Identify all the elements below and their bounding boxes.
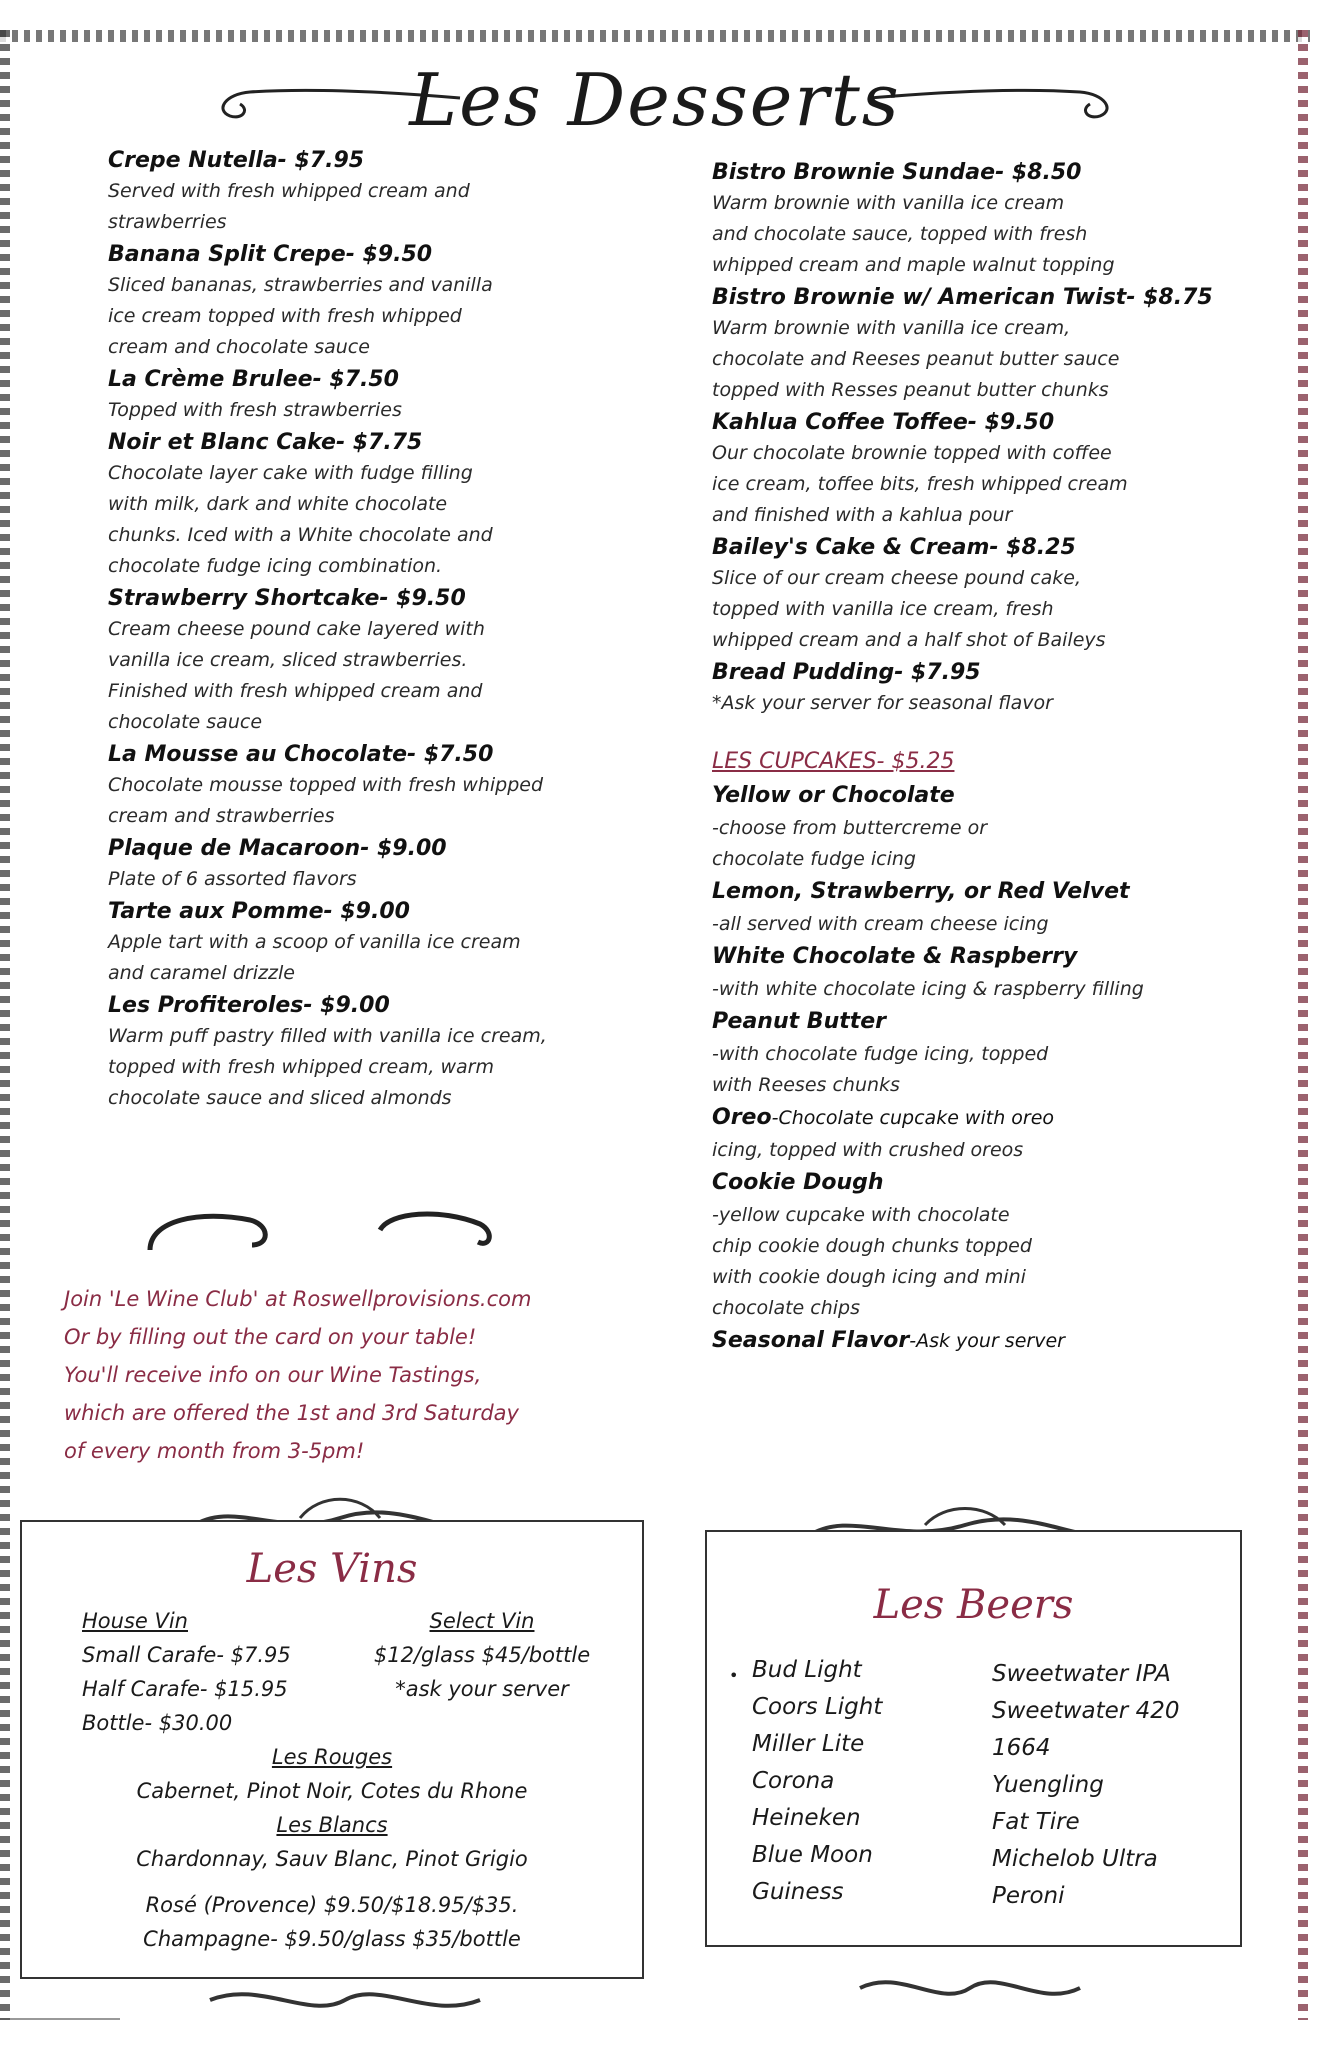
house-vin-bottle: Bottle- $30.00 (82, 1711, 233, 1735)
cupcake-name-row (712, 875, 1282, 909)
cupcakes-heading: LES CUPCAKES- $5.25 (712, 749, 955, 774)
cupcake-description: chocolate chips (712, 1297, 861, 1319)
dessert-description: Apple tart with a scoop of vanilla ice cream (108, 931, 521, 953)
dessert-description: and caramel drizzle (108, 962, 295, 984)
border-right (1298, 30, 1308, 2020)
wine-club-line: You'll receive info on our Wine Tastings, (64, 1363, 482, 1387)
dessert-description: chocolate sauce (108, 711, 263, 733)
vins-title: Les Vins (246, 1546, 418, 1592)
dessert-description: chocolate sauce and sliced almonds (108, 1087, 452, 1109)
dessert-name: Bistro Brownie Sundae- $8.50 (712, 160, 1082, 185)
cupcake-name: Seasonal Flavor (712, 1328, 910, 1353)
cupcake-name: Lemon, Strawberry, or Red Velvet (712, 879, 1130, 904)
dessert-name: Bread Pudding- $7.95 (712, 660, 981, 685)
dessert-description: and chocolate sauce, topped with fresh (712, 223, 1088, 245)
dessert-description: strawberries (108, 211, 227, 233)
dessert-item (712, 658, 1282, 719)
dessert-description: *Ask your server for seasonal flavor (712, 692, 1053, 714)
champagne-price: Champagne- $9.50/glass $35/bottle (143, 1927, 521, 1951)
beer-item: Heineken (752, 1805, 861, 1831)
cupcake-description: -yellow cupcake with chocolate (712, 1204, 1010, 1226)
rose-price: Rosé (Provence) $9.50/$18.95/$35. (145, 1893, 519, 1917)
dessert-name: Bailey's Cake & Cream- $8.25 (712, 535, 1076, 560)
cupcake-inline-desc: -Chocolate cupcake with oreo (771, 1107, 1055, 1129)
dessert-description: cream and strawberries (108, 805, 335, 827)
beer-item: Coors Light (752, 1694, 883, 1720)
cupcake-description: -all served with cream cheese icing (712, 913, 1049, 935)
dessert-description: ice cream topped with fresh whipped (108, 305, 462, 327)
border-bottom (0, 2018, 120, 2020)
dessert-name: Bistro Brownie w/ American Twist- $8.75 (712, 285, 1213, 310)
beer-item: Sweetwater IPA (992, 1661, 1171, 1687)
dessert-item (712, 283, 1282, 406)
dessert-name: Strawberry Shortcake- $9.50 (108, 586, 466, 611)
dessert-item (108, 584, 668, 738)
cupcake-description: icing, topped with crushed oreos (712, 1139, 1024, 1161)
dessert-description: vanilla ice cream, sliced strawberries. (108, 649, 468, 671)
dessert-item (108, 897, 668, 989)
cupcake-description: with Reeses chunks (712, 1074, 900, 1096)
beer-item: Peroni (992, 1883, 1065, 1909)
dessert-name: Kahlua Coffee Toffee- $9.50 (712, 410, 1055, 435)
rouges-heading: Les Rouges (271, 1745, 393, 1769)
dessert-description: Slice of our cream cheese pound cake, (712, 567, 1081, 589)
cupcake-name-row (712, 1005, 1282, 1039)
dessert-description: Finished with fresh whipped cream and (108, 680, 483, 702)
dessert-description: Warm brownie with vanilla ice cream (712, 192, 1065, 214)
wine-club-line: which are offered the 1st and 3rd Saturday (64, 1401, 519, 1425)
dessert-item (108, 834, 668, 895)
wine-club-promo (64, 1280, 684, 1470)
house-vin-half: Half Carafe- $15.95 (82, 1677, 288, 1701)
dessert-name: Banana Split Crepe- $9.50 (108, 242, 433, 267)
cupcake-description: chip cookie dough chunks topped (712, 1235, 1032, 1257)
dessert-description: Plate of 6 assorted flavors (108, 868, 357, 890)
dessert-name: La Crème Brulee- $7.50 (108, 367, 399, 392)
cupcake-name-row (712, 1324, 1282, 1358)
cupcake-name: Peanut Butter (712, 1009, 887, 1034)
dessert-description: whipped cream and maple walnut topping (712, 254, 1115, 276)
cupcake-description: -with chocolate fudge icing, topped (712, 1043, 1049, 1065)
beers-bottom-ornament-icon (850, 1968, 1090, 2008)
dessert-description: with milk, dark and white chocolate (108, 493, 448, 515)
beer-item: 1664 (992, 1735, 1051, 1761)
beer-item: Sweetwater 420 (992, 1698, 1180, 1724)
les-beers-box (705, 1530, 1242, 1947)
dessert-description: topped with vanilla ice cream, fresh (712, 598, 1054, 620)
dessert-name: Tarte aux Pomme- $9.00 (108, 899, 410, 924)
cupcake-name-row (712, 1166, 1282, 1200)
dessert-item (712, 533, 1282, 656)
les-vins-box (20, 1520, 644, 1979)
desserts-right-column (712, 158, 1282, 1358)
vins-bottom-ornament-icon (200, 1980, 490, 2020)
wine-list-section (22, 1740, 642, 1956)
cupcake-description: with cookie dough icing and mini (712, 1266, 1026, 1288)
select-vin-heading: Select Vin (429, 1609, 535, 1633)
wine-club-line: Or by filling out the card on your table! (64, 1325, 477, 1349)
wine-club-line: Join 'Le Wine Club' at Roswellprovisions.com (64, 1287, 532, 1311)
beer-item: Miller Lite (752, 1731, 865, 1757)
cupcake-name-row (712, 779, 1282, 813)
dessert-item (108, 365, 668, 426)
dessert-description: Served with fresh whipped cream and (108, 180, 470, 202)
dessert-item (712, 408, 1282, 531)
dessert-item (712, 158, 1282, 281)
dessert-description: cream and chocolate sauce (108, 336, 370, 358)
dessert-item (108, 240, 668, 363)
dessert-description: topped with Resses peanut butter chunks (712, 379, 1109, 401)
dessert-description: chocolate and Reeses peanut butter sauce (712, 348, 1120, 370)
dessert-description: Topped with fresh strawberries (108, 399, 402, 421)
beers-left-list (752, 1652, 882, 1911)
dessert-description: ice cream, toffee bits, fresh whipped cream (712, 473, 1128, 495)
dessert-description: Our chocolate brownie topped with coffee (712, 442, 1112, 464)
border-left (0, 30, 10, 2020)
beer-item: Corona (752, 1768, 835, 1794)
swirl-divider-icon (140, 1190, 500, 1270)
blancs-list: Chardonnay, Sauv Blanc, Pinot Grigio (136, 1847, 528, 1871)
dessert-item (108, 428, 668, 582)
dessert-description: chunks. Iced with a White chocolate and (108, 524, 493, 546)
dessert-name: La Mousse au Chocolate- $7.50 (108, 742, 494, 767)
beer-item: Guiness (752, 1879, 844, 1905)
beers-title: Les Beers (873, 1582, 1074, 1628)
beer-item: Yuengling (992, 1772, 1104, 1798)
select-vin-note: *ask your server (395, 1677, 569, 1701)
select-vin-price: $12/glass $45/bottle (373, 1643, 591, 1667)
page-title: Les Desserts (409, 58, 901, 142)
dessert-item (108, 740, 668, 832)
select-vin-section (342, 1604, 622, 1706)
cupcake-description: -with white chocolate icing & raspberry filling (712, 978, 1144, 1000)
beer-item: Bud Light (752, 1657, 862, 1683)
dessert-name: Crepe Nutella- $7.95 (108, 148, 365, 173)
wine-club-line: of every month from 3-5pm! (64, 1439, 365, 1463)
dessert-item (108, 146, 668, 238)
house-vin-heading: House Vin (82, 1609, 188, 1633)
cupcake-name: Oreo (712, 1105, 772, 1130)
dessert-description: Chocolate layer cake with fudge filling (108, 462, 473, 484)
dessert-name: Plaque de Macaroon- $9.00 (108, 836, 447, 861)
dessert-name: Les Profiteroles- $9.00 (108, 993, 390, 1018)
cupcake-description: chocolate fudge icing (712, 848, 916, 870)
dessert-description: Warm brownie with vanilla ice cream, (712, 317, 1071, 339)
blancs-heading: Les Blancs (276, 1813, 388, 1837)
cupcake-inline-desc: -Ask your server (909, 1330, 1065, 1352)
cupcake-name: White Chocolate & Raspberry (712, 944, 1078, 969)
beer-item: Blue Moon (752, 1842, 873, 1868)
dessert-name: Noir et Blanc Cake- $7.75 (108, 430, 423, 455)
dessert-item (108, 991, 668, 1114)
dessert-description: Warm puff pastry filled with vanilla ice cream, (108, 1025, 547, 1047)
dessert-description: whipped cream and a half shot of Baileys (712, 629, 1106, 651)
dessert-description: chocolate fudge icing combination. (108, 555, 443, 577)
dessert-description: Chocolate mousse topped with fresh whipped (108, 774, 544, 796)
bullet-icon: • (729, 1666, 739, 1685)
house-vin-section (82, 1604, 342, 1740)
cupcake-name: Yellow or Chocolate (712, 783, 955, 808)
cupcake-name-row (712, 1101, 1282, 1135)
cupcake-description: -choose from buttercreme or (712, 817, 988, 839)
dessert-description: topped with fresh whipped cream, warm (108, 1056, 494, 1078)
beers-right-list (992, 1656, 1179, 1915)
desserts-left-column (108, 146, 668, 1116)
beer-item: Michelob Ultra (992, 1846, 1158, 1872)
house-vin-small: Small Carafe- $7.95 (82, 1643, 291, 1667)
title-area (0, 40, 1310, 150)
dessert-description: and finished with a kahlua pour (712, 504, 1013, 526)
dessert-description: Cream cheese pound cake layered with (108, 618, 485, 640)
rouges-list: Cabernet, Pinot Noir, Cotes du Rhone (136, 1779, 528, 1803)
dessert-description: Sliced bananas, strawberries and vanilla (108, 274, 493, 296)
cupcake-name-row (712, 940, 1282, 974)
beer-item: Fat Tire (992, 1809, 1080, 1835)
cupcake-name: Cookie Dough (712, 1170, 884, 1195)
